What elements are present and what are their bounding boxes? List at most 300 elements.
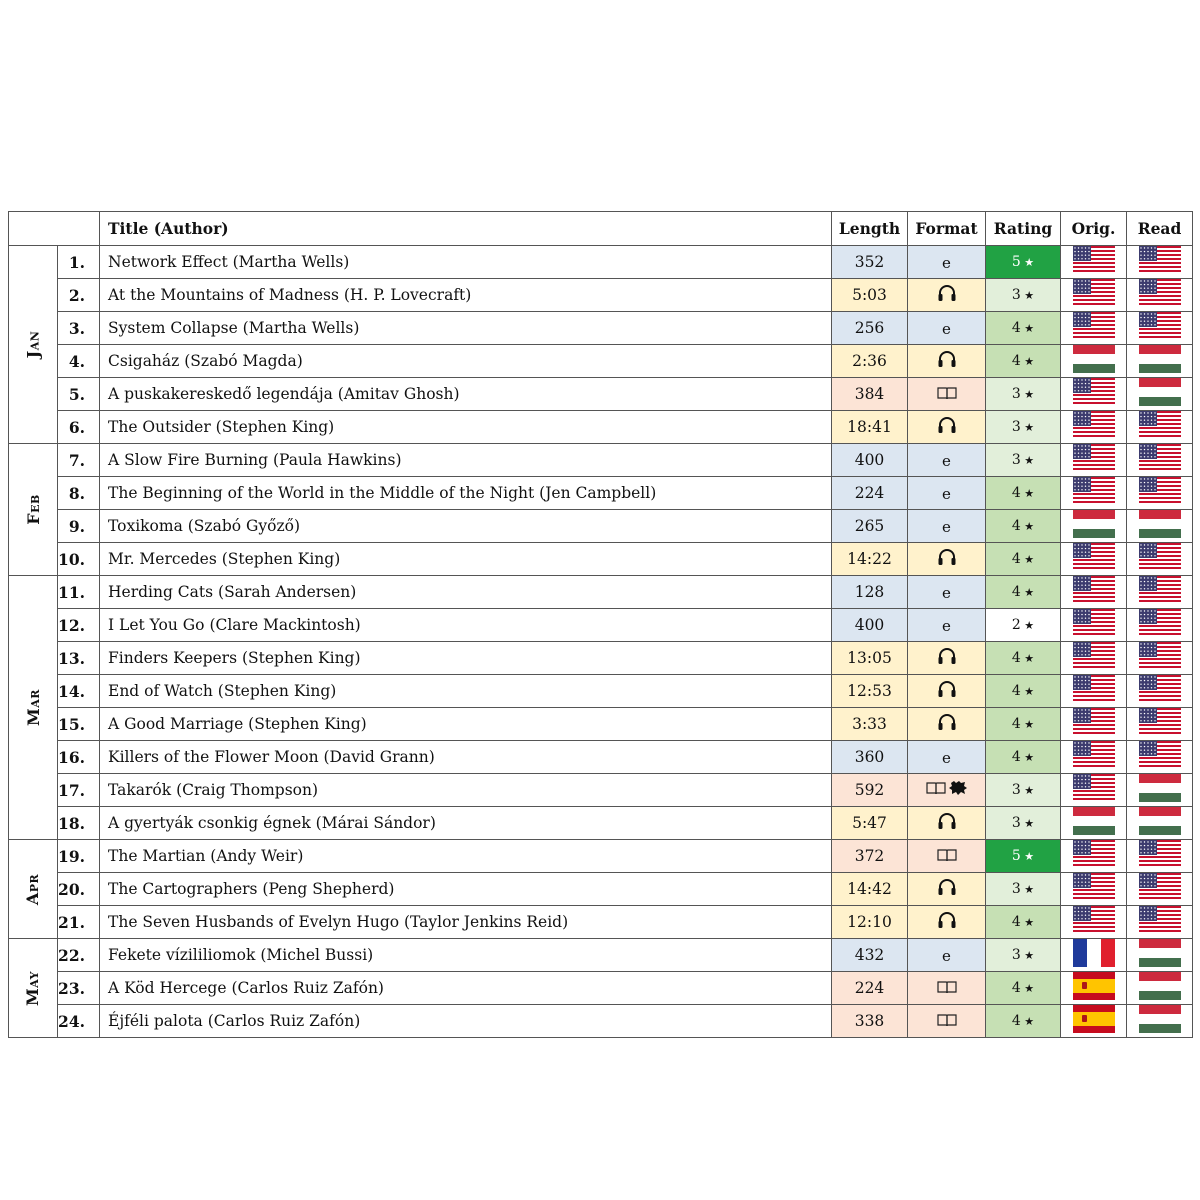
book-rating [986, 444, 1061, 477]
rating-value: 4 [1011, 650, 1021, 666]
book-title: At the Mountains of Madness (H. P. Lovecraft) [100, 279, 832, 312]
book-title: I Let You Go (Clare Mackintosh) [100, 609, 832, 642]
book-number: 8. [58, 477, 100, 510]
headphones-icon [937, 717, 957, 735]
spain-flag-icon [1073, 972, 1115, 1004]
book-length: 256 [832, 312, 908, 345]
rating-value: 4 [1011, 914, 1021, 930]
book-format [908, 873, 986, 906]
rating-value: 3 [1011, 419, 1021, 435]
ebook-icon: e [942, 748, 951, 767]
table-row [9, 675, 1193, 708]
book-number: 21. [58, 906, 100, 939]
book-orig-flag [1061, 906, 1127, 939]
book-format [908, 576, 986, 609]
book-number: 22. [58, 939, 100, 972]
book-rating [986, 477, 1061, 510]
book-title: Takarók (Craig Thompson) [100, 774, 832, 807]
book-format [908, 741, 986, 774]
book-read-flag [1127, 807, 1193, 840]
star-icon: ★ [1020, 784, 1035, 797]
book-length: 360 [832, 741, 908, 774]
us-flag-icon [1139, 576, 1181, 608]
rating-value: 4 [1011, 716, 1021, 732]
us-flag-icon [1073, 675, 1115, 707]
us-flag-icon [1139, 708, 1181, 740]
ebook-icon: e [942, 616, 951, 635]
book-format [908, 642, 986, 675]
us-flag-icon [1139, 741, 1181, 773]
book-icon [937, 386, 957, 404]
us-flag-icon [1073, 708, 1115, 740]
month-label: May [23, 970, 43, 1006]
star-icon: ★ [1020, 916, 1035, 929]
table-row [9, 477, 1193, 510]
book-format [908, 807, 986, 840]
book-length: 338 [832, 1005, 908, 1038]
us-flag-icon [1139, 642, 1181, 674]
star-icon: ★ [1020, 520, 1035, 533]
book-format [908, 609, 986, 642]
book-length: 224 [832, 972, 908, 1005]
book-rating [986, 741, 1061, 774]
book-orig-flag [1061, 411, 1127, 444]
book-length: 432 [832, 939, 908, 972]
star-icon: ★ [1020, 883, 1035, 896]
book-format [908, 774, 986, 807]
book-format [908, 972, 986, 1005]
table-row [9, 345, 1193, 378]
book-title: System Collapse (Martha Wells) [100, 312, 832, 345]
table-body [9, 246, 1193, 1038]
comic-bubble-icon [948, 782, 968, 800]
spain-flag-icon [1073, 1005, 1115, 1037]
rating-value: 4 [1011, 749, 1021, 765]
book-number: 19. [58, 840, 100, 873]
book-title: The Cartographers (Peng Shepherd) [100, 873, 832, 906]
header-row [9, 212, 1193, 246]
table-row [9, 444, 1193, 477]
book-read-flag [1127, 741, 1193, 774]
book-read-flag [1127, 708, 1193, 741]
book-format [908, 246, 986, 279]
table-row [9, 609, 1193, 642]
table-row [9, 246, 1193, 279]
book-orig-flag [1061, 510, 1127, 543]
book-read-flag [1127, 510, 1193, 543]
book-orig-flag [1061, 378, 1127, 411]
ebook-icon: e [942, 946, 951, 965]
month-cell [9, 576, 58, 840]
table-row [9, 741, 1193, 774]
rating-value: 5 [1011, 848, 1021, 864]
hungary-flag-icon [1139, 378, 1181, 410]
book-title: The Seven Husbands of Evelyn Hugo (Taylor Jenkins Reid) [100, 906, 832, 939]
book-orig-flag [1061, 642, 1127, 675]
book-length: 3:33 [832, 708, 908, 741]
us-flag-icon [1139, 312, 1181, 344]
headphones-icon [937, 651, 957, 669]
book-orig-flag [1061, 873, 1127, 906]
book-length: 12:53 [832, 675, 908, 708]
book-length: 13:05 [832, 642, 908, 675]
headphones-icon [937, 552, 957, 570]
book-orig-flag [1061, 741, 1127, 774]
book-rating [986, 378, 1061, 411]
book-length: 14:22 [832, 543, 908, 576]
book-orig-flag [1061, 1005, 1127, 1038]
book-rating [986, 609, 1061, 642]
hungary-flag-icon [1073, 807, 1115, 839]
book-read-flag [1127, 1005, 1193, 1038]
hungary-flag-icon [1139, 345, 1181, 377]
rating-value: 4 [1011, 1013, 1021, 1029]
book-read-flag [1127, 939, 1193, 972]
book-orig-flag [1061, 708, 1127, 741]
table-row [9, 873, 1193, 906]
book-orig-flag [1061, 675, 1127, 708]
book-orig-flag [1061, 840, 1127, 873]
book-rating [986, 906, 1061, 939]
book-orig-flag [1061, 576, 1127, 609]
book-length: 400 [832, 444, 908, 477]
us-flag-icon [1139, 477, 1181, 509]
book-number: 7. [58, 444, 100, 477]
rating-value: 4 [1011, 320, 1021, 336]
header-title: Title (Author) [100, 212, 832, 246]
table-row [9, 840, 1193, 873]
book-title: Network Effect (Martha Wells) [100, 246, 832, 279]
book-title: Csigaház (Szabó Magda) [100, 345, 832, 378]
book-length: 372 [832, 840, 908, 873]
hungary-flag-icon [1073, 510, 1115, 542]
book-length: 224 [832, 477, 908, 510]
book-format [908, 312, 986, 345]
header-length: Length [832, 212, 908, 246]
star-icon: ★ [1020, 850, 1035, 863]
book-format [908, 708, 986, 741]
book-number: 4. [58, 345, 100, 378]
book-format [908, 279, 986, 312]
book-length: 5:03 [832, 279, 908, 312]
book-rating [986, 807, 1061, 840]
rating-value: 4 [1011, 584, 1021, 600]
book-format [908, 906, 986, 939]
star-icon: ★ [1020, 388, 1035, 401]
table-row [9, 642, 1193, 675]
book-title: Killers of the Flower Moon (David Grann) [100, 741, 832, 774]
us-flag-icon [1073, 576, 1115, 608]
book-read-flag [1127, 411, 1193, 444]
book-length: 352 [832, 246, 908, 279]
book-title: Fekete vízililiomok (Michel Bussi) [100, 939, 832, 972]
book-format [908, 444, 986, 477]
book-number: 18. [58, 807, 100, 840]
book-length: 18:41 [832, 411, 908, 444]
star-icon: ★ [1020, 949, 1035, 962]
book-format [908, 510, 986, 543]
book-length: 2:36 [832, 345, 908, 378]
book-length: 14:42 [832, 873, 908, 906]
book-rating [986, 873, 1061, 906]
book-number: 6. [58, 411, 100, 444]
headphones-icon [937, 420, 957, 438]
book-rating [986, 510, 1061, 543]
book-format [908, 675, 986, 708]
book-title: End of Watch (Stephen King) [100, 675, 832, 708]
month-label: Jan [23, 330, 43, 359]
us-flag-icon [1139, 411, 1181, 443]
book-number: 10. [58, 543, 100, 576]
book-read-flag [1127, 543, 1193, 576]
rating-value: 3 [1011, 782, 1021, 798]
book-rating [986, 246, 1061, 279]
us-flag-icon [1073, 840, 1115, 872]
hungary-flag-icon [1139, 510, 1181, 542]
rating-value: 3 [1011, 452, 1021, 468]
star-icon: ★ [1020, 652, 1035, 665]
book-orig-flag [1061, 543, 1127, 576]
book-read-flag [1127, 312, 1193, 345]
book-orig-flag [1061, 939, 1127, 972]
us-flag-icon [1139, 840, 1181, 872]
star-icon: ★ [1020, 454, 1035, 467]
book-title: A Good Marriage (Stephen King) [100, 708, 832, 741]
us-flag-icon [1073, 279, 1115, 311]
book-format [908, 411, 986, 444]
table-row [9, 378, 1193, 411]
hungary-flag-icon [1073, 345, 1115, 377]
hungary-flag-icon [1139, 807, 1181, 839]
book-rating [986, 279, 1061, 312]
book-number: 20. [58, 873, 100, 906]
rating-value: 3 [1011, 815, 1021, 831]
reading-log-table [8, 211, 1193, 1038]
book-number: 14. [58, 675, 100, 708]
book-rating [986, 543, 1061, 576]
book-read-flag [1127, 345, 1193, 378]
book-orig-flag [1061, 246, 1127, 279]
star-icon: ★ [1020, 487, 1035, 500]
us-flag-icon [1139, 444, 1181, 476]
star-icon: ★ [1020, 256, 1035, 269]
hungary-flag-icon [1139, 939, 1181, 971]
rating-value: 3 [1011, 947, 1021, 963]
us-flag-icon [1073, 906, 1115, 938]
us-flag-icon [1073, 246, 1115, 278]
month-label: Mar [23, 689, 43, 726]
rating-value: 4 [1011, 518, 1021, 534]
book-orig-flag [1061, 609, 1127, 642]
us-flag-icon [1073, 312, 1115, 344]
header-orig: Orig. [1061, 212, 1127, 246]
hungary-flag-icon [1139, 774, 1181, 806]
us-flag-icon [1073, 741, 1115, 773]
book-number: 13. [58, 642, 100, 675]
us-flag-icon [1073, 477, 1115, 509]
table-row [9, 1005, 1193, 1038]
rating-value: 3 [1011, 287, 1021, 303]
book-format [908, 345, 986, 378]
book-title: Herding Cats (Sarah Andersen) [100, 576, 832, 609]
rating-value: 5 [1011, 254, 1021, 270]
book-number: 3. [58, 312, 100, 345]
us-flag-icon [1139, 279, 1181, 311]
book-number: 16. [58, 741, 100, 774]
us-flag-icon [1139, 906, 1181, 938]
book-number: 15. [58, 708, 100, 741]
us-flag-icon [1073, 411, 1115, 443]
book-format [908, 1005, 986, 1038]
book-number: 12. [58, 609, 100, 642]
book-number: 23. [58, 972, 100, 1005]
book-orig-flag [1061, 312, 1127, 345]
book-read-flag [1127, 279, 1193, 312]
book-icon [937, 1013, 957, 1031]
star-icon: ★ [1020, 751, 1035, 764]
star-icon: ★ [1020, 322, 1035, 335]
hungary-flag-icon [1139, 972, 1181, 1004]
book-rating [986, 972, 1061, 1005]
header-blank [9, 212, 100, 246]
book-read-flag [1127, 642, 1193, 675]
book-read-flag [1127, 972, 1193, 1005]
book-number: 1. [58, 246, 100, 279]
ebook-icon: e [942, 451, 951, 470]
book-length: 592 [832, 774, 908, 807]
book-read-flag [1127, 675, 1193, 708]
book-read-flag [1127, 477, 1193, 510]
header-format: Format [908, 212, 986, 246]
book-title: Éjféli palota (Carlos Ruiz Zafón) [100, 1005, 832, 1038]
table-row [9, 543, 1193, 576]
table-row [9, 510, 1193, 543]
rating-value: 4 [1011, 485, 1021, 501]
book-rating [986, 312, 1061, 345]
star-icon: ★ [1020, 586, 1035, 599]
book-read-flag [1127, 378, 1193, 411]
headphones-icon [937, 684, 957, 702]
month-cell [9, 246, 58, 444]
month-cell [9, 840, 58, 939]
us-flag-icon [1139, 543, 1181, 575]
us-flag-icon [1073, 609, 1115, 641]
book-title: A Köd Hercege (Carlos Ruiz Zafón) [100, 972, 832, 1005]
rating-value: 4 [1011, 551, 1021, 567]
star-icon: ★ [1020, 817, 1035, 830]
book-rating [986, 576, 1061, 609]
table-row [9, 939, 1193, 972]
book-icon [937, 848, 957, 866]
book-rating [986, 840, 1061, 873]
month-label: Apr [23, 873, 43, 905]
book-format [908, 477, 986, 510]
book-number: 9. [58, 510, 100, 543]
us-flag-icon [1073, 774, 1115, 806]
book-number: 24. [58, 1005, 100, 1038]
book-rating [986, 939, 1061, 972]
book-orig-flag [1061, 345, 1127, 378]
book-icon [926, 781, 946, 799]
book-title: A Slow Fire Burning (Paula Hawkins) [100, 444, 832, 477]
star-icon: ★ [1020, 355, 1035, 368]
ebook-icon: e [942, 583, 951, 602]
ebook-icon: e [942, 253, 951, 272]
book-read-flag [1127, 576, 1193, 609]
table-row [9, 906, 1193, 939]
table-row [9, 411, 1193, 444]
rating-value: 3 [1011, 881, 1021, 897]
book-length: 400 [832, 609, 908, 642]
month-cell [9, 444, 58, 576]
book-number: 2. [58, 279, 100, 312]
book-rating [986, 774, 1061, 807]
book-title: Toxikoma (Szabó Győző) [100, 510, 832, 543]
rating-value: 4 [1011, 980, 1021, 996]
star-icon: ★ [1020, 289, 1035, 302]
book-length: 265 [832, 510, 908, 543]
book-rating [986, 345, 1061, 378]
book-number: 5. [58, 378, 100, 411]
star-icon: ★ [1020, 718, 1035, 731]
us-flag-icon [1139, 873, 1181, 905]
book-format [908, 378, 986, 411]
table-row [9, 972, 1193, 1005]
book-read-flag [1127, 246, 1193, 279]
us-flag-icon [1139, 609, 1181, 641]
book-read-flag [1127, 774, 1193, 807]
book-title: The Outsider (Stephen King) [100, 411, 832, 444]
us-flag-icon [1139, 246, 1181, 278]
month-label: Feb [23, 494, 43, 525]
month-cell [9, 939, 58, 1038]
hungary-flag-icon [1139, 1005, 1181, 1037]
header-rating: Rating [986, 212, 1061, 246]
book-format [908, 543, 986, 576]
book-rating [986, 708, 1061, 741]
book-icon [937, 980, 957, 998]
table-row [9, 576, 1193, 609]
france-flag-icon [1073, 939, 1115, 971]
book-length: 384 [832, 378, 908, 411]
book-length: 5:47 [832, 807, 908, 840]
book-title: A gyertyák csonkig égnek (Márai Sándor) [100, 807, 832, 840]
us-flag-icon [1073, 543, 1115, 575]
rating-value: 4 [1011, 353, 1021, 369]
us-flag-icon [1139, 675, 1181, 707]
book-rating [986, 1005, 1061, 1038]
headphones-icon [937, 816, 957, 834]
book-rating [986, 411, 1061, 444]
book-format [908, 840, 986, 873]
book-title: The Beginning of the World in the Middle of the Night (Jen Campbell) [100, 477, 832, 510]
book-rating [986, 675, 1061, 708]
headphones-icon [937, 288, 957, 306]
us-flag-icon [1073, 378, 1115, 410]
ebook-icon: e [942, 319, 951, 338]
book-length: 12:10 [832, 906, 908, 939]
star-icon: ★ [1020, 619, 1035, 632]
table-row [9, 312, 1193, 345]
book-orig-flag [1061, 279, 1127, 312]
us-flag-icon [1073, 873, 1115, 905]
table-row [9, 708, 1193, 741]
table-row [9, 807, 1193, 840]
book-read-flag [1127, 873, 1193, 906]
star-icon: ★ [1020, 685, 1035, 698]
book-orig-flag [1061, 774, 1127, 807]
book-read-flag [1127, 444, 1193, 477]
